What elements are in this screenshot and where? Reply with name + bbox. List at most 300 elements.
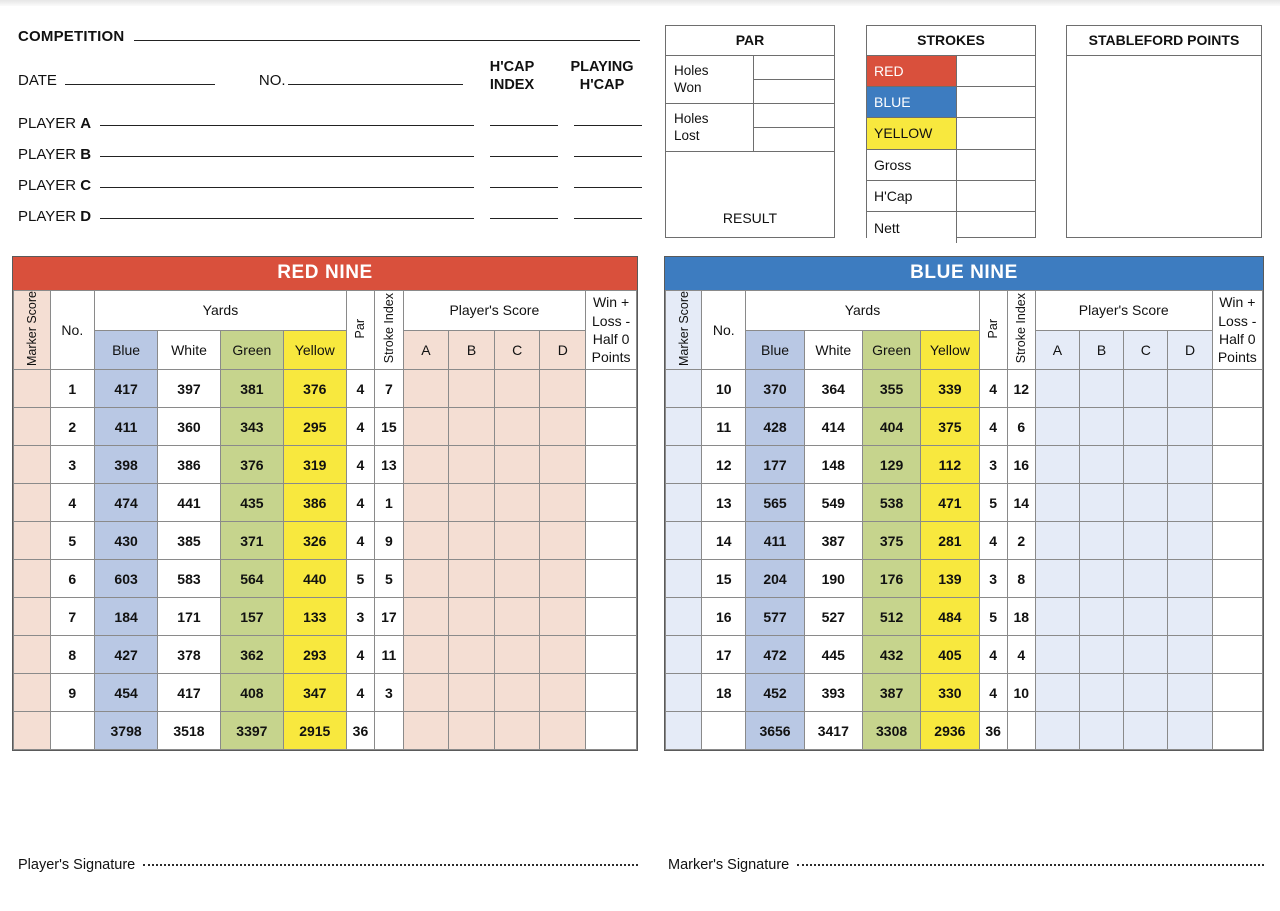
yards-green-cell: 176 <box>862 560 920 598</box>
yards-green-cell: 404 <box>862 408 920 446</box>
player-score-cell-c[interactable] <box>494 712 540 750</box>
stroke-index-cell: 10 <box>1007 674 1035 712</box>
totals-row <box>14 712 637 750</box>
win-loss-points-cell[interactable] <box>586 674 637 712</box>
player-signature-field <box>18 857 638 873</box>
player-score-cell-d[interactable] <box>540 522 586 560</box>
yards-green-cell: 387 <box>862 674 920 712</box>
marker-score-cell[interactable] <box>14 636 51 674</box>
player-row-b <box>18 146 642 177</box>
player-score-cell-c[interactable] <box>494 446 540 484</box>
yards-yellow-cell: 2915 <box>283 712 346 750</box>
player-score-cell-b[interactable] <box>1080 674 1124 712</box>
stableford-points-value[interactable] <box>1067 56 1261 236</box>
marker-score-cell[interactable] <box>666 370 702 408</box>
strokes-row-blue <box>867 87 1035 118</box>
player-score-cell-c[interactable] <box>1124 446 1168 484</box>
player-score-cell-d[interactable] <box>1168 522 1212 560</box>
player-score-cell-d[interactable] <box>540 370 586 408</box>
player-score-cell-a[interactable] <box>403 636 449 674</box>
table-row <box>666 522 1263 560</box>
blue-nine-body <box>666 370 1263 750</box>
player-score-cell-a[interactable] <box>403 446 449 484</box>
strokes-value-red[interactable] <box>957 56 1035 86</box>
par-cell: 4 <box>346 522 374 560</box>
yards-green-cell: 512 <box>862 598 920 636</box>
yards-green-cell: 376 <box>220 446 283 484</box>
win-loss-points-cell[interactable] <box>1212 560 1262 598</box>
stroke-index-cell: 9 <box>375 522 403 560</box>
yards-white-cell: 171 <box>158 598 221 636</box>
win-loss-points-cell[interactable] <box>1212 370 1262 408</box>
yards-white-cell: 190 <box>804 560 862 598</box>
player-score-cell-c[interactable] <box>1124 522 1168 560</box>
stroke-index-header: Stroke Index <box>1007 291 1035 370</box>
yards-header: Yards <box>95 291 347 331</box>
marker-score-cell[interactable] <box>666 484 702 522</box>
player-score-cell-c[interactable] <box>1124 636 1168 674</box>
player-score-cell-a[interactable] <box>1035 712 1079 750</box>
table-row <box>14 636 637 674</box>
marker-signature-line[interactable] <box>797 864 1264 866</box>
par-result-value[interactable] <box>666 226 834 256</box>
score-header-d: D <box>1168 330 1212 370</box>
par-box-title: PAR <box>666 26 834 56</box>
player-score-cell-d[interactable] <box>1168 408 1212 446</box>
strokes-label-nett: Nett <box>867 212 957 243</box>
stroke-index-cell: 14 <box>1007 484 1035 522</box>
yards-yellow-cell: 133 <box>283 598 346 636</box>
win-loss-points-header: Win + Loss - Half 0 Points <box>1212 291 1262 370</box>
marker-score-cell[interactable] <box>666 598 702 636</box>
yards-white-cell: 393 <box>804 674 862 712</box>
stableford-points-box <box>1066 25 1262 238</box>
player-b-playing-hcap-line[interactable] <box>574 156 642 157</box>
marker-score-cell[interactable] <box>666 712 702 750</box>
par-cell: 4 <box>979 674 1007 712</box>
yards-blue-cell: 177 <box>746 446 804 484</box>
player-score-cell-d[interactable] <box>1168 446 1212 484</box>
yards-green-cell: 371 <box>220 522 283 560</box>
player-score-cell-d[interactable] <box>1168 674 1212 712</box>
tee-header-blue: Blue <box>746 330 804 370</box>
player-score-cell-c[interactable] <box>1124 712 1168 750</box>
win-loss-points-cell[interactable] <box>586 636 637 674</box>
tee-header-yellow: Yellow <box>283 330 346 370</box>
strokes-value-gross[interactable] <box>957 150 1035 180</box>
strokes-row-hcap <box>867 181 1035 212</box>
yards-blue-cell: 454 <box>95 674 158 712</box>
player-score-cell-a[interactable] <box>1035 446 1079 484</box>
score-header-b: B <box>1080 330 1124 370</box>
par-cell: 4 <box>979 408 1007 446</box>
par-header: Par <box>979 291 1007 370</box>
player-score-cell-b[interactable] <box>1080 408 1124 446</box>
player-d-hcap-index-line[interactable] <box>490 218 558 219</box>
hole-number-cell: 8 <box>50 636 95 674</box>
win-loss-points-cell[interactable] <box>586 522 637 560</box>
hole-number-cell <box>702 712 746 750</box>
holes-lost-value-top[interactable] <box>754 104 834 128</box>
hole-number-cell: 9 <box>50 674 95 712</box>
player-a-hcap-index-line[interactable] <box>490 125 558 126</box>
player-c-name-line[interactable] <box>100 187 474 188</box>
table-header-row-1 <box>14 291 637 331</box>
competition-input-line[interactable] <box>134 40 640 41</box>
totals-row <box>666 712 1263 750</box>
player-b-name-line[interactable] <box>100 156 474 157</box>
player-a-playing-hcap-line[interactable] <box>574 125 642 126</box>
player-score-cell-b[interactable] <box>449 370 495 408</box>
hole-number-cell: 12 <box>702 446 746 484</box>
red-nine-title: RED NINE <box>13 257 637 290</box>
yards-green-cell: 362 <box>220 636 283 674</box>
yards-yellow-cell: 112 <box>921 446 979 484</box>
player-score-cell-a[interactable] <box>1035 560 1079 598</box>
stroke-index-cell <box>1007 712 1035 750</box>
player-score-cell-a[interactable] <box>1035 408 1079 446</box>
yards-green-cell: 355 <box>862 370 920 408</box>
win-loss-points-cell[interactable] <box>586 408 637 446</box>
stroke-index-cell: 18 <box>1007 598 1035 636</box>
player-score-cell-a[interactable] <box>403 408 449 446</box>
yards-green-cell: 432 <box>862 636 920 674</box>
handicap-column-headers <box>472 58 644 94</box>
yards-yellow-cell: 139 <box>921 560 979 598</box>
players-score-header: Player's Score <box>1035 291 1212 331</box>
hole-number-cell: 4 <box>50 484 95 522</box>
hole-number-cell: 7 <box>50 598 95 636</box>
yards-white-cell: 378 <box>158 636 221 674</box>
stroke-index-cell: 17 <box>375 598 403 636</box>
yards-blue-cell: 452 <box>746 674 804 712</box>
yards-blue-cell: 370 <box>746 370 804 408</box>
stroke-index-cell: 6 <box>1007 408 1035 446</box>
hole-number-cell: 3 <box>50 446 95 484</box>
table-header-row-2 <box>14 330 637 370</box>
player-score-cell-c[interactable] <box>494 560 540 598</box>
player-a-label: PLAYER A <box>18 115 92 132</box>
player-signature-line[interactable] <box>143 864 638 866</box>
win-loss-points-cell[interactable] <box>586 484 637 522</box>
player-score-cell-c[interactable] <box>494 522 540 560</box>
marker-score-cell[interactable] <box>14 408 51 446</box>
holes-won-value-bottom[interactable] <box>754 80 834 104</box>
table-row <box>666 484 1263 522</box>
player-score-cell-a[interactable] <box>403 484 449 522</box>
hole-number-cell: 15 <box>702 560 746 598</box>
yards-white-cell: 549 <box>804 484 862 522</box>
score-header-c: C <box>1124 330 1168 370</box>
yards-green-cell: 538 <box>862 484 920 522</box>
player-score-cell-c[interactable] <box>1124 408 1168 446</box>
player-score-cell-a[interactable] <box>403 598 449 636</box>
yards-green-cell: 157 <box>220 598 283 636</box>
yards-white-cell: 387 <box>804 522 862 560</box>
player-score-cell-c[interactable] <box>494 598 540 636</box>
player-score-cell-d[interactable] <box>540 560 586 598</box>
player-score-cell-a[interactable] <box>1035 636 1079 674</box>
yards-green-cell: 3308 <box>862 712 920 750</box>
marker-score-cell[interactable] <box>666 636 702 674</box>
player-score-cell-d[interactable] <box>1168 712 1212 750</box>
player-score-cell-d[interactable] <box>1168 598 1212 636</box>
yards-blue-cell: 417 <box>95 370 158 408</box>
strokes-row-yellow <box>867 118 1035 149</box>
player-score-cell-b[interactable] <box>1080 522 1124 560</box>
yards-yellow-cell: 2936 <box>921 712 979 750</box>
playing-hcap-header: PLAYING H'CAP <box>570 59 634 94</box>
player-c-label: PLAYER C <box>18 177 92 194</box>
player-score-cell-b[interactable] <box>1080 560 1124 598</box>
marker-score-cell[interactable] <box>14 370 51 408</box>
hole-no-header: No. <box>50 291 95 370</box>
player-b-hcap-index-line[interactable] <box>490 156 558 157</box>
player-score-cell-c[interactable] <box>1124 370 1168 408</box>
player-row-c <box>18 177 642 208</box>
marker-score-cell[interactable] <box>14 522 51 560</box>
player-score-cell-a[interactable] <box>1035 370 1079 408</box>
yards-blue-cell: 3798 <box>95 712 158 750</box>
yards-white-cell: 445 <box>804 636 862 674</box>
table-row <box>666 446 1263 484</box>
player-score-cell-b[interactable] <box>449 446 495 484</box>
player-score-cell-d[interactable] <box>540 598 586 636</box>
win-loss-points-header: Win + Loss - Half 0 Points <box>586 291 637 370</box>
yards-blue-cell: 577 <box>746 598 804 636</box>
yards-green-cell: 381 <box>220 370 283 408</box>
yards-white-cell: 441 <box>158 484 221 522</box>
strokes-label-yellow: YELLOW <box>867 118 957 148</box>
win-loss-points-cell[interactable] <box>586 446 637 484</box>
marker-score-cell[interactable] <box>14 598 51 636</box>
win-loss-points-cell[interactable] <box>1212 712 1262 750</box>
strokes-row-red <box>867 56 1035 87</box>
hole-number-cell: 14 <box>702 522 746 560</box>
stroke-index-cell: 11 <box>375 636 403 674</box>
yards-green-cell: 3397 <box>220 712 283 750</box>
strokes-row-nett <box>867 212 1035 243</box>
red-nine-body <box>14 370 637 750</box>
stroke-index-cell: 3 <box>375 674 403 712</box>
marker-score-cell[interactable] <box>666 674 702 712</box>
yards-blue-cell: 565 <box>746 484 804 522</box>
player-score-cell-a[interactable] <box>403 560 449 598</box>
par-cell: 3 <box>346 598 374 636</box>
player-score-cell-a[interactable] <box>403 674 449 712</box>
strokes-label-blue: BLUE <box>867 87 957 117</box>
player-score-cell-d[interactable] <box>540 446 586 484</box>
table-row <box>666 370 1263 408</box>
competition-label: COMPETITION <box>18 28 125 45</box>
competition-row <box>18 28 640 45</box>
par-cell: 5 <box>979 484 1007 522</box>
player-score-cell-c[interactable] <box>1124 484 1168 522</box>
player-score-cell-b[interactable] <box>449 674 495 712</box>
player-score-cell-b[interactable] <box>449 522 495 560</box>
win-loss-points-cell[interactable] <box>586 598 637 636</box>
par-cell: 4 <box>346 370 374 408</box>
marker-score-cell[interactable] <box>14 484 51 522</box>
strokes-value-nett[interactable] <box>957 212 1035 243</box>
strokes-value-yellow[interactable] <box>957 118 1035 148</box>
win-loss-points-cell[interactable] <box>1212 674 1262 712</box>
par-cell: 4 <box>346 408 374 446</box>
win-loss-points-cell[interactable] <box>1212 522 1262 560</box>
player-score-cell-b[interactable] <box>1080 446 1124 484</box>
yards-white-cell: 397 <box>158 370 221 408</box>
player-score-cell-b[interactable] <box>449 484 495 522</box>
player-score-cell-d[interactable] <box>540 636 586 674</box>
table-row <box>14 598 637 636</box>
yards-yellow-cell: 281 <box>921 522 979 560</box>
table-row <box>14 560 637 598</box>
strokes-rows <box>867 56 1035 243</box>
yards-white-cell: 583 <box>158 560 221 598</box>
win-loss-points-cell[interactable] <box>1212 636 1262 674</box>
player-score-cell-a[interactable] <box>403 370 449 408</box>
date-input-line[interactable] <box>65 84 215 85</box>
blue-nine-section <box>664 256 1264 751</box>
yards-white-cell: 385 <box>158 522 221 560</box>
strokes-value-hcap[interactable] <box>957 181 1035 211</box>
par-box <box>665 25 835 238</box>
marker-score-cell[interactable] <box>666 560 702 598</box>
player-score-cell-b[interactable] <box>1080 636 1124 674</box>
par-cell: 4 <box>346 484 374 522</box>
par-holes-won-row <box>666 56 834 104</box>
marker-score-cell[interactable] <box>14 712 51 750</box>
tee-header-blue: Blue <box>95 330 158 370</box>
player-d-name-line[interactable] <box>100 218 474 219</box>
player-score-cell-c[interactable] <box>494 370 540 408</box>
holes-won-value-top[interactable] <box>754 56 834 80</box>
yards-yellow-cell: 375 <box>921 408 979 446</box>
win-loss-points-cell[interactable] <box>1212 484 1262 522</box>
par-cell: 4 <box>346 674 374 712</box>
win-loss-points-cell[interactable] <box>586 560 637 598</box>
yards-green-cell: 564 <box>220 560 283 598</box>
player-d-playing-hcap-line[interactable] <box>574 218 642 219</box>
yards-green-cell: 408 <box>220 674 283 712</box>
player-score-cell-d[interactable] <box>540 408 586 446</box>
player-score-cell-c[interactable] <box>494 484 540 522</box>
player-score-cell-d[interactable] <box>1168 484 1212 522</box>
player-score-cell-b[interactable] <box>1080 484 1124 522</box>
player-score-cell-a[interactable] <box>403 712 449 750</box>
player-score-cell-d[interactable] <box>540 674 586 712</box>
stableford-box-title: STABLEFORD POINTS <box>1067 26 1261 56</box>
win-loss-points-cell[interactable] <box>1212 446 1262 484</box>
strokes-row-gross <box>867 150 1035 181</box>
table-row <box>14 370 637 408</box>
hole-number-cell: 6 <box>50 560 95 598</box>
hole-number-cell: 5 <box>50 522 95 560</box>
player-score-cell-d[interactable] <box>1168 560 1212 598</box>
player-score-cell-b[interactable] <box>1080 370 1124 408</box>
player-score-cell-d[interactable] <box>540 712 586 750</box>
player-score-cell-d[interactable] <box>1168 636 1212 674</box>
player-score-cell-c[interactable] <box>1124 560 1168 598</box>
win-loss-points-cell[interactable] <box>1212 408 1262 446</box>
win-loss-points-cell[interactable] <box>586 370 637 408</box>
player-score-cell-b[interactable] <box>449 636 495 674</box>
strokes-value-blue[interactable] <box>957 87 1035 117</box>
players-score-header: Player's Score <box>403 291 586 331</box>
tee-header-yellow: Yellow <box>921 330 979 370</box>
par-cell: 5 <box>346 560 374 598</box>
par-grid <box>666 56 834 205</box>
player-score-cell-a[interactable] <box>1035 598 1079 636</box>
table-row <box>666 636 1263 674</box>
marker-score-cell[interactable] <box>666 522 702 560</box>
player-score-cell-b[interactable] <box>449 712 495 750</box>
win-loss-points-cell[interactable] <box>586 712 637 750</box>
player-a-name-line[interactable] <box>100 125 474 126</box>
player-c-playing-hcap-line[interactable] <box>574 187 642 188</box>
player-signature-label: Player's Signature <box>18 857 136 873</box>
table-row <box>14 484 637 522</box>
player-score-cell-b[interactable] <box>449 560 495 598</box>
table-row <box>666 408 1263 446</box>
yards-blue-cell: 472 <box>746 636 804 674</box>
marker-score-cell[interactable] <box>14 560 51 598</box>
player-score-cell-b[interactable] <box>449 598 495 636</box>
yards-white-cell: 414 <box>804 408 862 446</box>
par-cell: 3 <box>979 560 1007 598</box>
player-score-cell-c[interactable] <box>494 674 540 712</box>
player-score-cell-a[interactable] <box>1035 522 1079 560</box>
player-score-cell-c[interactable] <box>1124 598 1168 636</box>
marker-signature-label: Marker's Signature <box>668 857 790 873</box>
marker-score-cell[interactable] <box>14 446 51 484</box>
player-score-cell-b[interactable] <box>1080 712 1124 750</box>
yards-yellow-cell: 405 <box>921 636 979 674</box>
player-score-cell-a[interactable] <box>1035 484 1079 522</box>
score-header-d: D <box>540 330 586 370</box>
table-row <box>666 674 1263 712</box>
player-score-cell-b[interactable] <box>1080 598 1124 636</box>
marker-score-cell[interactable] <box>666 446 702 484</box>
tee-header-green: Green <box>862 330 920 370</box>
win-loss-points-cell[interactable] <box>1212 598 1262 636</box>
player-score-cell-c[interactable] <box>1124 674 1168 712</box>
par-cell: 4 <box>346 446 374 484</box>
player-score-cell-a[interactable] <box>1035 674 1079 712</box>
holes-lost-value-bottom[interactable] <box>754 128 834 152</box>
yards-blue-cell: 184 <box>95 598 158 636</box>
hole-number-cell: 1 <box>50 370 95 408</box>
player-score-cell-d[interactable] <box>540 484 586 522</box>
yards-white-cell: 360 <box>158 408 221 446</box>
marker-score-cell[interactable] <box>14 674 51 712</box>
player-score-cell-a[interactable] <box>403 522 449 560</box>
score-header-c: C <box>494 330 540 370</box>
player-row-d <box>18 208 642 239</box>
yards-yellow-cell: 376 <box>283 370 346 408</box>
player-score-cell-c[interactable] <box>494 408 540 446</box>
player-score-cell-b[interactable] <box>449 408 495 446</box>
player-c-hcap-index-line[interactable] <box>490 187 558 188</box>
par-header: Par <box>346 291 374 370</box>
marker-score-cell[interactable] <box>666 408 702 446</box>
yards-white-cell: 3518 <box>158 712 221 750</box>
yards-yellow-cell: 319 <box>283 446 346 484</box>
yards-yellow-cell: 326 <box>283 522 346 560</box>
player-score-cell-d[interactable] <box>1168 370 1212 408</box>
no-input-line[interactable] <box>288 84 463 85</box>
player-score-cell-c[interactable] <box>494 636 540 674</box>
